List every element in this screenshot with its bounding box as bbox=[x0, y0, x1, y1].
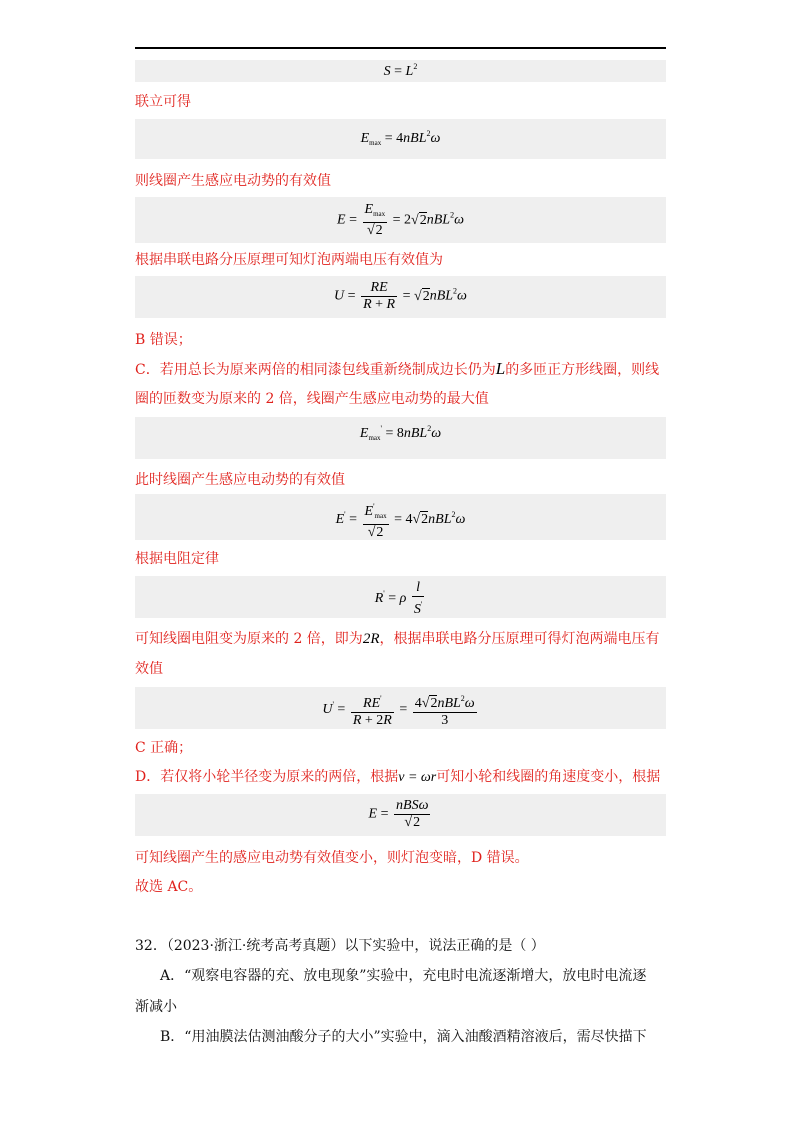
text-line-8: 根据电阻定律 bbox=[135, 551, 219, 567]
equation-e-prime: E' = $\frac{E'_{max}}{√2}$ = 4√2nBL$^2$ω bbox=[335, 502, 466, 540]
equation-box-9 bbox=[135, 794, 666, 836]
text-line-10: 效值 bbox=[135, 661, 163, 677]
text-line-9-part-a: 可知线圈电阻变为原来的 2 倍，即为 bbox=[135, 631, 363, 647]
equation-u-prime: U' = $\frac{RE'}{R + 2R}$ = $\frac{4√2nBL^2\omega}{3}$ bbox=[322, 694, 475, 728]
equation-emax-prime: $E_{max}' = 8nBL^2\omega$ bbox=[359, 424, 442, 442]
equation-box-4 bbox=[135, 276, 666, 318]
equation-e-nbs: E = $\frac{\text{nBSω}}{√2}$ bbox=[368, 798, 429, 830]
equation-box-2 bbox=[135, 119, 666, 159]
equation-r-prime: R' = ρ $\frac{l}{S'}$ bbox=[374, 580, 423, 617]
question-32-stem: 32．（2023·浙江·统考高考真题）以下实验中，说法正确的是（ ） bbox=[135, 938, 545, 954]
text-line-5-part-b: 的多匝正方形线圈，则线 bbox=[505, 362, 660, 378]
inline-var-l: L bbox=[495, 359, 506, 378]
equation-emax: $E_{max} = 4nBL^2\omega$ bbox=[360, 129, 441, 147]
text-line-13: 可知线圈产生的感应电动势有效值变小，则灯泡变暗，D 错误。 bbox=[135, 850, 529, 866]
text-line-5-part-a: C．若用总长为原来两倍的相同漆包线重新绕制成边长仍为 bbox=[135, 362, 496, 378]
equation-box-7 bbox=[135, 576, 666, 618]
equation-box-1 bbox=[135, 60, 666, 82]
header-rule bbox=[135, 47, 666, 49]
text-line-9 bbox=[135, 629, 659, 649]
text-line-3: 根据串联电路分压原理可知灯泡两端电压有效值为 bbox=[135, 252, 443, 268]
inline-var-2r: 2R bbox=[362, 631, 380, 647]
equation-u: U = $\frac{RE}{R + R}$ = √2nBL$^2$ω bbox=[334, 280, 467, 312]
equation-box-3 bbox=[135, 197, 666, 243]
text-line-4: B 错误； bbox=[135, 332, 192, 348]
text-line-9-part-b: ，根据串联电路分压原理可得灯泡两端电压有 bbox=[379, 631, 660, 647]
text-line-7: 此时线圈产生感应电动势的有效值 bbox=[135, 472, 345, 488]
text-line-1: 联立可得 bbox=[135, 94, 191, 110]
inline-var-v-omega-r: v = ωr bbox=[398, 770, 437, 785]
text-line-11: C 正确； bbox=[135, 740, 193, 756]
question-32-option-b-line-1: B．“用油膜法估测油酸分子的大小”实验中，滴入油酸酒精溶液后，需尽快描下 bbox=[160, 1029, 647, 1045]
question-32-option-a-line-1: A．“观察电容器的充、放电现象”实验中，充电时电流逐渐增大，放电时电流逐 bbox=[160, 968, 647, 984]
equation-s-equals-l-squared: $S = L^2$ bbox=[383, 62, 418, 79]
equation-box-8 bbox=[135, 687, 666, 729]
text-line-2: 则线圈产生感应电动势的有效值 bbox=[135, 173, 331, 189]
text-line-5 bbox=[135, 359, 659, 380]
text-line-12 bbox=[135, 767, 660, 788]
question-32-option-a-line-2: 渐减小 bbox=[135, 999, 177, 1015]
equation-box-5 bbox=[135, 417, 666, 459]
equation-box-6 bbox=[135, 494, 666, 540]
equation-e-effective: E = $\frac{E_{max}}{√2}$ = 2√2nBL$^2$ω bbox=[337, 202, 464, 238]
text-line-6: 圈的匝数变为原来的 2 倍，线圈产生感应电动势的最大值 bbox=[135, 391, 489, 407]
text-line-12-part-a: D．若仅将小轮半径变为原来的两倍，根据 bbox=[135, 769, 399, 785]
text-line-14: 故选 AC。 bbox=[135, 879, 203, 895]
text-line-12-part-b: 可知小轮和线圈的角速度变小，根据 bbox=[436, 769, 661, 785]
